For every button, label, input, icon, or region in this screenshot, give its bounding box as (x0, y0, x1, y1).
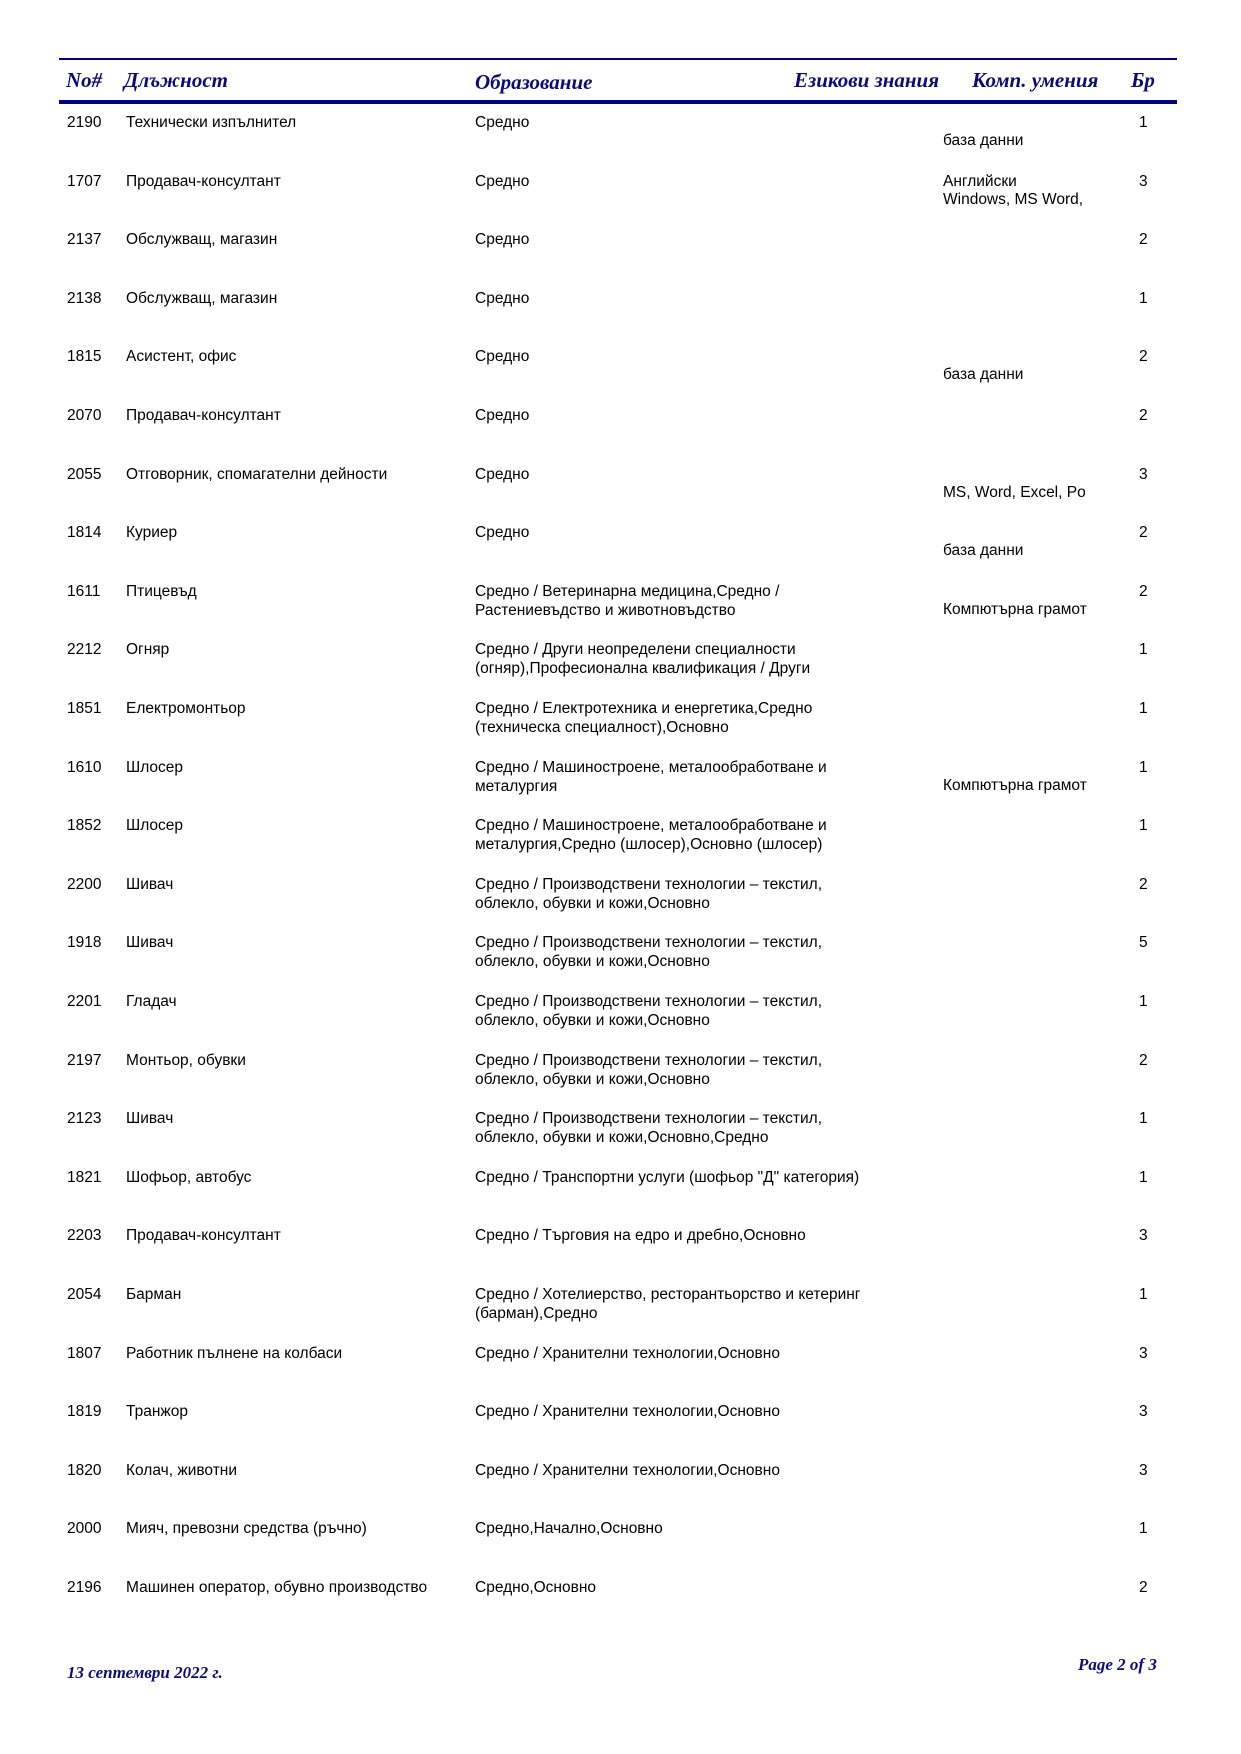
row-count: 2 (1139, 407, 1148, 424)
row-position: Шлосер (126, 817, 184, 835)
row-no: 2200 (67, 875, 102, 893)
row-education: Средно / Хотелиерство, ресторантьорство и кетеринг (барман),Средно (475, 1286, 861, 1322)
column-header-no: No# (66, 68, 103, 92)
row-position: Отговорник, спомагателни дейности (126, 465, 388, 483)
row-computer-skills: MS, Word, Excel, Po (943, 483, 1086, 501)
row-position: Транжор (126, 1403, 189, 1421)
row-no: 1814 (67, 524, 102, 542)
row-position: Продавач-консултант (126, 407, 281, 424)
row-education: Средно / Машиностроене, металообработване и металургия,Средно (шлосер),Основно (шлосер) (475, 817, 827, 854)
table-row (0, 1051, 1241, 1109)
row-count: 1 (1139, 817, 1148, 835)
footer-date: 13 септември 2022 г. (67, 1663, 223, 1682)
row-position: Шивач (126, 934, 174, 952)
row-count: 2 (1139, 524, 1148, 542)
row-no: 1820 (67, 1461, 102, 1479)
row-education: Средно / Транспортни услуги (шофьор "Д" категория) (475, 1168, 860, 1186)
row-education: Средно / Търговия на едро и дребно,Основно (475, 1227, 806, 1245)
row-count: 3 (1139, 1403, 1148, 1421)
table-row (0, 875, 1241, 933)
row-position: Машинен оператор, обувно производство (126, 1579, 428, 1596)
row-computer-skills: Windows, MS Word, (943, 190, 1084, 208)
row-position: Шлосер (126, 758, 184, 776)
row-count: 2 (1139, 348, 1148, 366)
row-position: Монтьор, обувки (126, 1051, 246, 1069)
row-education: Средно,Начално,Основно (475, 1520, 663, 1538)
row-no: 2203 (67, 1227, 102, 1245)
row-no: 1821 (67, 1168, 102, 1186)
row-no: 1852 (67, 817, 102, 835)
row-count: 1 (1139, 289, 1148, 307)
row-position: Огняр (126, 641, 170, 659)
row-count: 1 (1139, 700, 1148, 717)
row-education: Средно / Производствени технологии – текстил, облекло, обувки и кожи,Основно (475, 875, 823, 912)
header-top-rule (59, 58, 1177, 60)
row-position: Обслужващ, магазин (126, 231, 278, 249)
row-no: 1610 (67, 758, 102, 776)
row-count: 1 (1139, 114, 1148, 131)
row-education: Средно (475, 407, 530, 424)
table-row (0, 465, 1241, 523)
row-count: 2 (1139, 1579, 1148, 1596)
row-no: 1807 (67, 1344, 102, 1362)
row-count: 3 (1139, 172, 1148, 190)
table-row (0, 582, 1241, 640)
table-row (0, 933, 1241, 991)
row-count: 1 (1139, 1286, 1148, 1303)
row-computer-skills: база данни (943, 132, 1024, 149)
row-position: Шивач (126, 875, 174, 893)
table-row (0, 347, 1241, 405)
table-row (0, 1168, 1241, 1226)
row-education: Средно / Хранителни технологии,Основно (475, 1344, 780, 1362)
row-education: Средно (475, 172, 530, 190)
row-count: 2 (1139, 582, 1148, 600)
row-count: 1 (1139, 758, 1148, 776)
row-education: Средно / Други неопределени специалности (огняр),Професионална квалификация / Други (475, 641, 811, 678)
row-count: 1 (1139, 1110, 1148, 1128)
column-header-count: Бр (1131, 68, 1155, 92)
row-no: 2196 (67, 1579, 102, 1596)
row-position: Куриер (126, 524, 178, 542)
row-count: 1 (1139, 1520, 1148, 1538)
row-education: Средно (475, 231, 530, 249)
row-no: 2190 (67, 114, 102, 131)
row-count: 1 (1139, 1168, 1148, 1186)
row-education: Средно / Хранителни технологии,Основно (475, 1461, 780, 1479)
table-row (0, 289, 1241, 347)
row-no: 2055 (67, 465, 102, 483)
row-education: Средно (475, 524, 530, 542)
row-no: 2070 (67, 407, 102, 424)
row-count: 2 (1139, 875, 1148, 893)
table-row (0, 172, 1241, 230)
column-header-education: Образование (475, 70, 593, 94)
footer-page-number: Page 2 of 3 (1078, 1655, 1157, 1674)
row-position: Мияч, превозни средства (ръчно) (126, 1520, 367, 1538)
row-no: 1918 (67, 934, 102, 952)
row-computer-skills: Компютърна грамот (943, 600, 1087, 618)
row-count: 3 (1139, 1227, 1148, 1245)
table-row (0, 1578, 1241, 1636)
table-row (0, 406, 1241, 464)
row-count: 1 (1139, 993, 1148, 1010)
row-education: Средно / Ветеринарна медицина,Средно / Растениевъдство и животновъдство (475, 582, 780, 619)
row-no: 2137 (67, 231, 102, 249)
row-education: Средно (475, 465, 530, 483)
table-row (0, 992, 1241, 1050)
row-count: 3 (1139, 465, 1148, 483)
table-row (0, 816, 1241, 874)
row-count: 2 (1139, 1051, 1148, 1069)
row-no: 2000 (67, 1520, 102, 1538)
row-position: Асистент, офис (126, 348, 237, 366)
row-no: 1819 (67, 1403, 102, 1421)
row-no: 2054 (67, 1286, 102, 1303)
row-position: Барман (126, 1286, 182, 1303)
table-row (0, 1519, 1241, 1577)
row-computer-skills: база данни (943, 366, 1024, 384)
table-row (0, 230, 1241, 288)
row-no: 1851 (67, 700, 102, 717)
table-row (0, 699, 1241, 757)
row-position: Работник пълнене на колбаси (126, 1344, 343, 1362)
table-row (0, 113, 1241, 171)
row-position: Продавач-консултант (126, 172, 281, 190)
row-no: 2123 (67, 1110, 102, 1128)
row-count: 2 (1139, 231, 1148, 249)
row-education: Средно / Хранителни технологии,Основно (475, 1403, 780, 1421)
row-count: 5 (1139, 934, 1148, 952)
table-row (0, 523, 1241, 581)
row-position: Електромонтьор (126, 700, 246, 717)
table-row (0, 640, 1241, 698)
row-education: Средно / Производствени технологии – текстил, облекло, обувки и кожи,Основно (475, 1051, 823, 1088)
table-row (0, 1109, 1241, 1167)
row-computer-skills: Компютърна грамот (943, 776, 1087, 794)
header-bottom-rule (59, 100, 1177, 104)
row-languages: Английски (943, 172, 1017, 190)
row-education: Средно,Основно (475, 1579, 597, 1596)
table-row (0, 1285, 1241, 1343)
column-header-position: Длъжност (124, 68, 228, 92)
row-no: 1611 (67, 582, 101, 600)
table-row (0, 1226, 1241, 1284)
table-row (0, 758, 1241, 816)
row-no: 1707 (67, 172, 102, 190)
table-row (0, 1461, 1241, 1519)
column-header-languages: Езикови знания (794, 68, 940, 92)
row-education: Средно / Производствени технологии – текстил, облекло, обувки и кожи,Основно,Средно (475, 1110, 823, 1147)
row-education: Средно (475, 289, 530, 307)
row-education: Средно (475, 114, 530, 131)
row-no: 2197 (67, 1051, 102, 1069)
row-computer-skills: база данни (943, 542, 1024, 560)
row-education: Средно / Производствени технологии – текстил, облекло, обувки и кожи,Основно (475, 934, 823, 971)
column-header-computer-skills: Комп. умения (972, 68, 1099, 92)
row-position: Шофьор, автобус (126, 1168, 252, 1186)
row-position: Обслужващ, магазин (126, 289, 278, 307)
row-count: 3 (1139, 1344, 1148, 1362)
row-count: 1 (1139, 641, 1148, 659)
table-row (0, 1402, 1241, 1460)
row-no: 2212 (67, 641, 102, 659)
row-education: Средно / Производствени технологии – текстил, облекло, обувки и кожи,Основно (475, 993, 823, 1029)
row-education: Средно / Електротехника и енергетика,Средно (техническа специалност),Основно (475, 700, 813, 736)
row-no: 1815 (67, 348, 102, 366)
row-position: Колач, животни (126, 1461, 238, 1479)
row-no: 2138 (67, 289, 102, 307)
table-row (0, 1344, 1241, 1402)
row-position: Продавач-консултант (126, 1227, 281, 1245)
row-position: Птицевъд (126, 582, 197, 600)
row-education: Средно (475, 348, 530, 366)
row-position: Технически изпълнител (126, 114, 297, 131)
row-count: 3 (1139, 1461, 1148, 1479)
row-education: Средно / Машиностроене, металообработване и металургия (475, 758, 827, 795)
row-position: Шивач (126, 1110, 174, 1128)
row-position: Гладач (126, 993, 177, 1010)
row-no: 2201 (67, 993, 102, 1010)
